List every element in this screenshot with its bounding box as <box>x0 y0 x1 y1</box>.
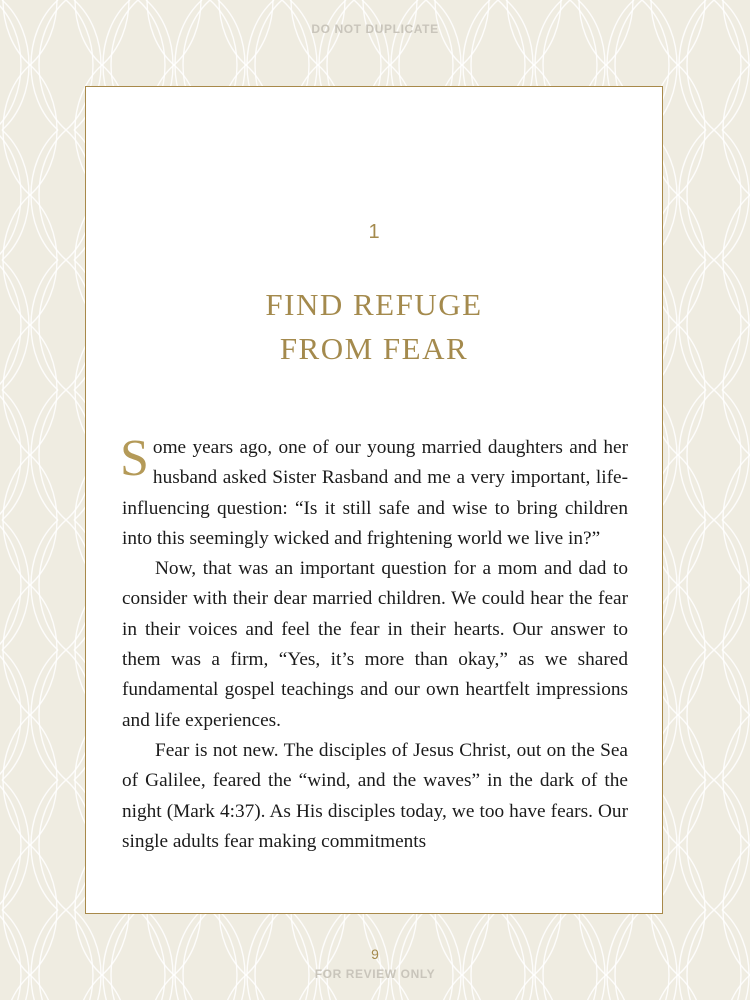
chapter-title <box>86 283 662 371</box>
chapter-number: 1 <box>368 221 380 243</box>
paragraph-3: Fear is not new. The disciples of Jesus Christ, out on the Sea of Galilee, feared the “wind, and the waves” in the dark of the night (Mark 4:37). As His disciples today, we too have fears. Our single adults fear making commitments <box>122 739 628 852</box>
watermark-bottom: FOR REVIEW ONLY <box>314 967 436 981</box>
body-text <box>120 430 628 857</box>
chapter-title-line2: FROM FEAR <box>279 331 469 366</box>
page-number: 9 <box>371 946 379 962</box>
paragraph-1 <box>120 430 628 554</box>
chapter-title-line1: FIND REFUGE <box>265 287 483 322</box>
paragraph-2: Now, that was an important question for a mom and dad to consider with their dear married children. We could hear the fear in their voices and feel the fear in their hearts. Our answer to them was a firm, “Yes, it’s more than okay,” as we shared fundamental gospel teachings and our own heartfelt impressions and life experiences. <box>122 558 628 731</box>
book-page <box>85 86 663 914</box>
drop-cap: S <box>120 430 149 487</box>
watermark-top: DO NOT DUPLICATE <box>311 22 439 36</box>
paragraph-1-text: ome years ago, one of our young married daughters and her husband asked Sister Rasband and me a very important, life-influencing question: “Is it still safe and wise to bring children into this seemingly wicked and frightening world we live in?” <box>122 437 628 549</box>
